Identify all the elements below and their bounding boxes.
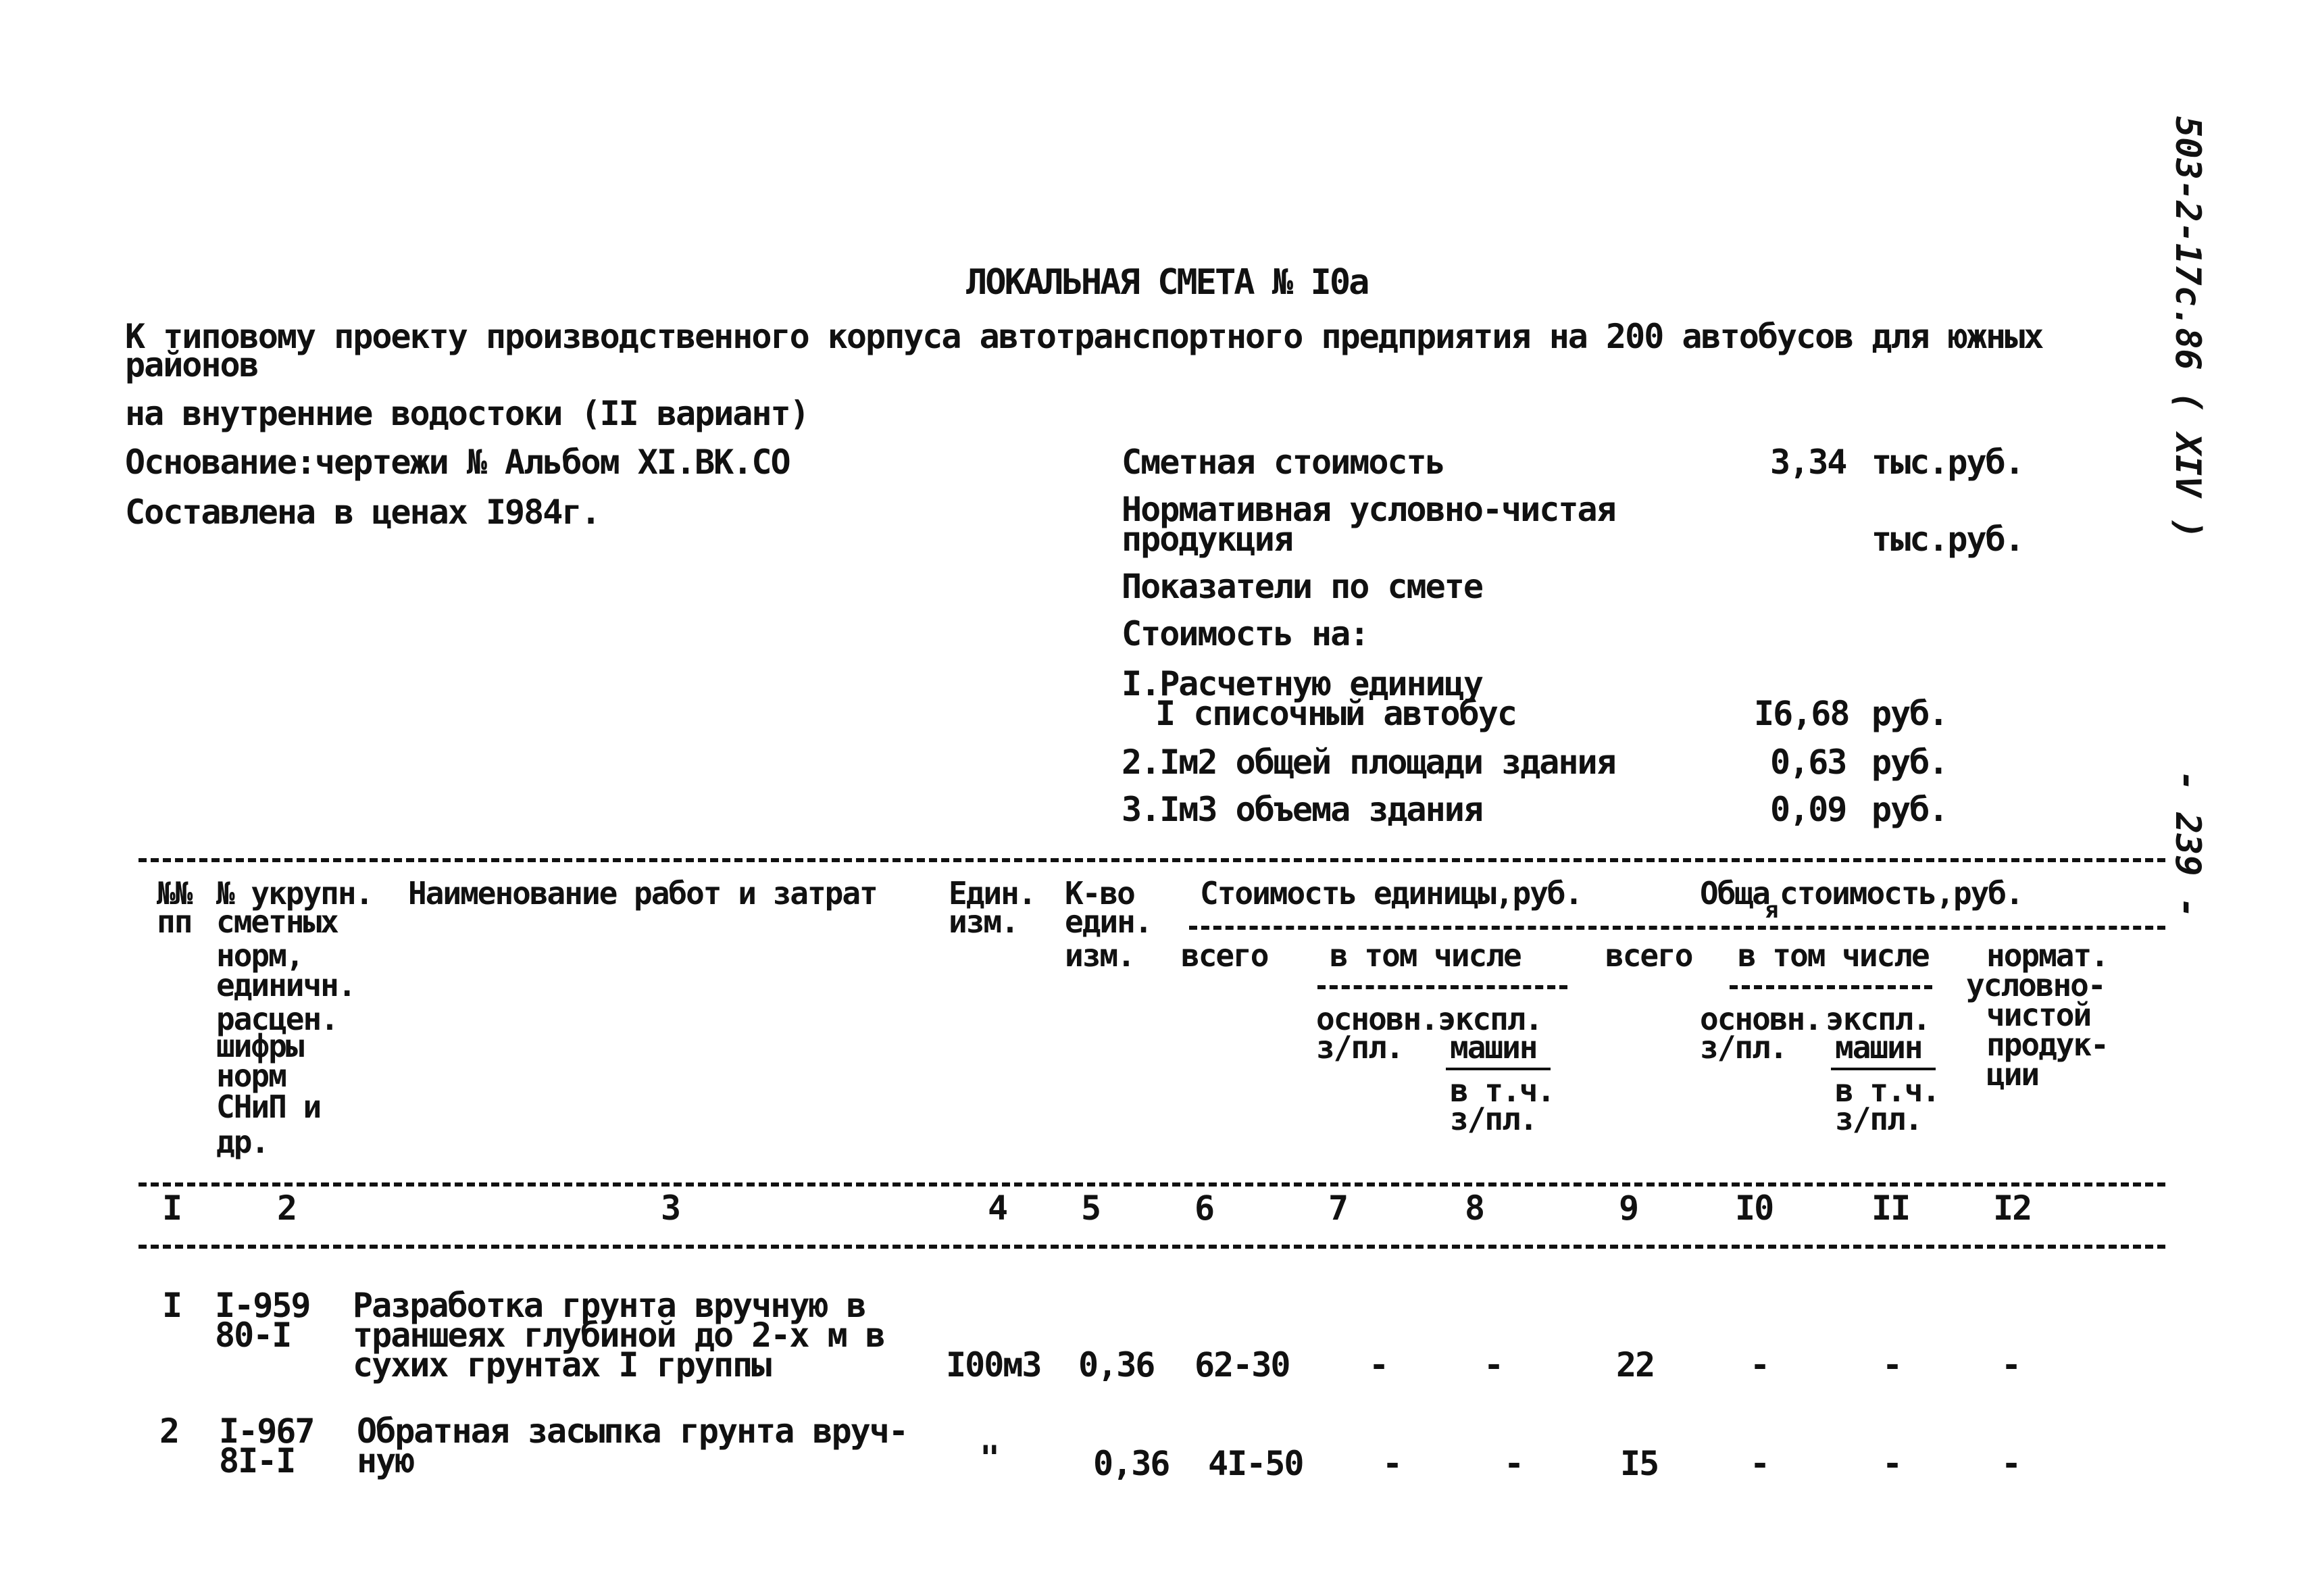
- row-1-normative: -: [2001, 1345, 2021, 1385]
- row-2-normative: -: [2001, 1444, 2021, 1483]
- normative-unit: тыс.руб.: [1871, 520, 2023, 559]
- row-1-total-wage: -: [1750, 1345, 1769, 1385]
- col-num-9: 9: [1619, 1189, 1638, 1228]
- col-num-2: 2: [277, 1189, 297, 1228]
- unit-main-wage-2: з/пл.: [1316, 1029, 1403, 1066]
- normative-label-2: продукция: [1122, 520, 1292, 559]
- col-4-header-2: изм.: [949, 903, 1018, 940]
- document-title: ЛОКАЛЬНАЯ СМЕТА № I0а: [966, 262, 1368, 303]
- indicator-1-label-1: I.Расчетную единицу: [1122, 664, 1482, 703]
- row-1-total-mach: -: [1882, 1345, 1902, 1385]
- total-main-wage-1: основн.: [1700, 1001, 1821, 1037]
- unit-machines: машин: [1450, 1029, 1537, 1066]
- col-num-12: I2: [1993, 1189, 2032, 1228]
- row-2-unit-mach: -: [1504, 1444, 1524, 1483]
- row-2-total: I5: [1620, 1444, 1659, 1483]
- col-1-header-1: №№: [157, 875, 192, 912]
- unit-cost-header: Стоимость единицы,руб.: [1200, 875, 1582, 912]
- estimate-basis: Основание:чертежи № Альбом XI.ВК.СО: [125, 443, 790, 482]
- table-top-rule: [139, 858, 2165, 862]
- unit-incl-wage-2: з/пл.: [1450, 1101, 1537, 1137]
- total-main-wage-2: з/пл.: [1700, 1029, 1787, 1066]
- unit-incl-wage-1: в т.ч.: [1450, 1072, 1555, 1109]
- project-subtitle-line1: К типовому проекту производственного корпуса автотранспортного предприятия на 200 автобусов для южных: [125, 317, 2043, 356]
- row-1-name-3: сухих грунтах I группы: [353, 1345, 771, 1385]
- column-numbers-bottom-rule: [139, 1245, 2165, 1249]
- indicators-label: Показатели по смете: [1122, 567, 1482, 606]
- col-2-header-3: норм,: [216, 937, 303, 974]
- total-incl-header: в том числе: [1738, 937, 1929, 974]
- row-1-name-1: Разработка грунта вручную в: [353, 1286, 865, 1325]
- cost-per-label: Стоимость на:: [1122, 614, 1369, 653]
- indicator-2-label: 2.Iм2 общей площади здания: [1122, 743, 1615, 782]
- estimated-cost-unit: тыс.руб.: [1871, 443, 2023, 482]
- indicator-2-value: 0,63: [1770, 743, 1846, 782]
- col-2-header-2: сметных: [216, 903, 338, 940]
- col-2-header-6: шифры: [216, 1028, 303, 1064]
- normative-header-4: продук-: [1986, 1026, 2108, 1063]
- page-number: - 239 -: [2167, 770, 2208, 919]
- total-incl-rule: [1730, 985, 1932, 989]
- indicator-1-label-2: I списочный автобус: [1155, 694, 1516, 733]
- col-2-header-1: № укрупн.: [216, 875, 373, 912]
- unit-incl-header: в том числе: [1330, 937, 1521, 974]
- indicator-2-unit: руб.: [1871, 743, 1948, 782]
- col-4-header-1: Един.: [949, 875, 1036, 912]
- total-machines: машин: [1835, 1029, 1922, 1066]
- col-num-4: 4: [988, 1189, 1007, 1228]
- row-1-code-1: I-959: [215, 1286, 310, 1325]
- col-2-header-8: СНиП и: [216, 1089, 321, 1125]
- col-2-header-9: др.: [216, 1124, 269, 1160]
- row-2-no: 2: [159, 1412, 179, 1451]
- row-2-total-mach: -: [1882, 1444, 1902, 1483]
- row-2-qty: 0,36: [1093, 1444, 1169, 1483]
- row-2-unit-wage: -: [1382, 1444, 1402, 1483]
- col-num-3: 3: [661, 1189, 680, 1228]
- row-2-name-2: ную: [357, 1441, 414, 1480]
- row-1-unit-mach: -: [1484, 1345, 1503, 1385]
- row-1-unit-total: 62-30: [1194, 1345, 1290, 1385]
- unit-main-wage-1: основн.: [1316, 1001, 1438, 1037]
- row-2-code-2: 8I-I: [219, 1441, 295, 1480]
- indicator-3-label: 3.Iм3 объема здания: [1122, 790, 1482, 829]
- unit-cost-rule: [1189, 926, 2165, 930]
- total-incl-wage-1: в т.ч.: [1835, 1072, 1940, 1109]
- price-level: Составлена в ценах I984г.: [125, 493, 600, 532]
- col-1-header-2: пп: [157, 903, 192, 940]
- estimated-cost-value: 3,34: [1770, 443, 1846, 482]
- col-3-header: Наименование работ и затрат: [408, 875, 877, 912]
- col-num-11: II: [1871, 1189, 1910, 1228]
- indicator-3-unit: руб.: [1871, 790, 1948, 829]
- total-all-header: всего: [1605, 937, 1692, 974]
- total-machines-underline: [1831, 1068, 1936, 1070]
- col-num-10: I0: [1735, 1189, 1774, 1228]
- project-subtitle-line2: районов: [125, 345, 258, 384]
- col-num-7: 7: [1328, 1189, 1348, 1228]
- total-cost-header-a: Обща: [1700, 875, 1769, 912]
- unit-incl-rule: [1317, 985, 1567, 989]
- estimate-object: на внутренние водостоки (II вариант): [125, 394, 809, 433]
- normative-header-2: условно-: [1966, 967, 2105, 1003]
- row-1-code-2: 80-I: [215, 1316, 291, 1355]
- row-2-name-1: Обратная засыпка грунта вруч-: [357, 1412, 907, 1451]
- col-2-header-4: единичн.: [216, 967, 355, 1003]
- col-5-header-1: К-во: [1065, 875, 1134, 912]
- total-cost-header-sub: я: [1765, 897, 1778, 924]
- album-stamp: 503-2-17c.86 ( XIV ): [2167, 116, 2208, 540]
- row-1-unit-wage: -: [1369, 1345, 1388, 1385]
- indicator-1-value: I6,68: [1754, 694, 1849, 733]
- indicator-3-value: 0,09: [1770, 790, 1846, 829]
- col-5-header-2: един.: [1065, 903, 1152, 940]
- col-num-1: I: [162, 1189, 182, 1228]
- unit-machine-op: экспл.: [1438, 1001, 1542, 1037]
- estimated-cost-label: Сметная стоимость: [1122, 443, 1444, 482]
- col-2-header-5: расцен.: [216, 1001, 338, 1037]
- row-1-total: 22: [1616, 1345, 1655, 1385]
- total-cost-header-b: стоимость,руб.: [1780, 875, 2023, 912]
- normative-label-1: Нормативная условно-чистая: [1122, 490, 1615, 529]
- row-2-total-wage: -: [1750, 1444, 1769, 1483]
- col-5-header-3: изм.: [1065, 937, 1134, 974]
- unit-machines-underline: [1446, 1068, 1551, 1070]
- indicator-1-unit: руб.: [1871, 694, 1948, 733]
- normative-header-5: ции: [1986, 1056, 2039, 1093]
- row-1-qty: 0,36: [1078, 1345, 1155, 1385]
- col-num-8: 8: [1465, 1189, 1484, 1228]
- total-machine-op: экспл.: [1826, 1001, 1930, 1037]
- col-num-5: 5: [1081, 1189, 1101, 1228]
- unit-all-header: всего: [1181, 937, 1268, 974]
- normative-header-1: нормат.: [1986, 937, 2108, 974]
- normative-header-3: чистой: [1986, 997, 2091, 1033]
- row-1-unit: I00м3: [946, 1345, 1041, 1385]
- col-num-6: 6: [1194, 1189, 1214, 1228]
- column-numbers-top-rule: [139, 1182, 2165, 1187]
- row-2-unit-total: 4I-50: [1208, 1444, 1303, 1483]
- total-incl-wage-2: з/пл.: [1835, 1101, 1922, 1137]
- row-2-code-1: I-967: [219, 1412, 314, 1451]
- row-1-no: I: [162, 1286, 182, 1325]
- row-2-unit: ": [980, 1439, 999, 1478]
- row-1-name-2: траншеях глубиной до 2-х м в: [353, 1316, 884, 1355]
- col-2-header-7: норм: [216, 1057, 286, 1094]
